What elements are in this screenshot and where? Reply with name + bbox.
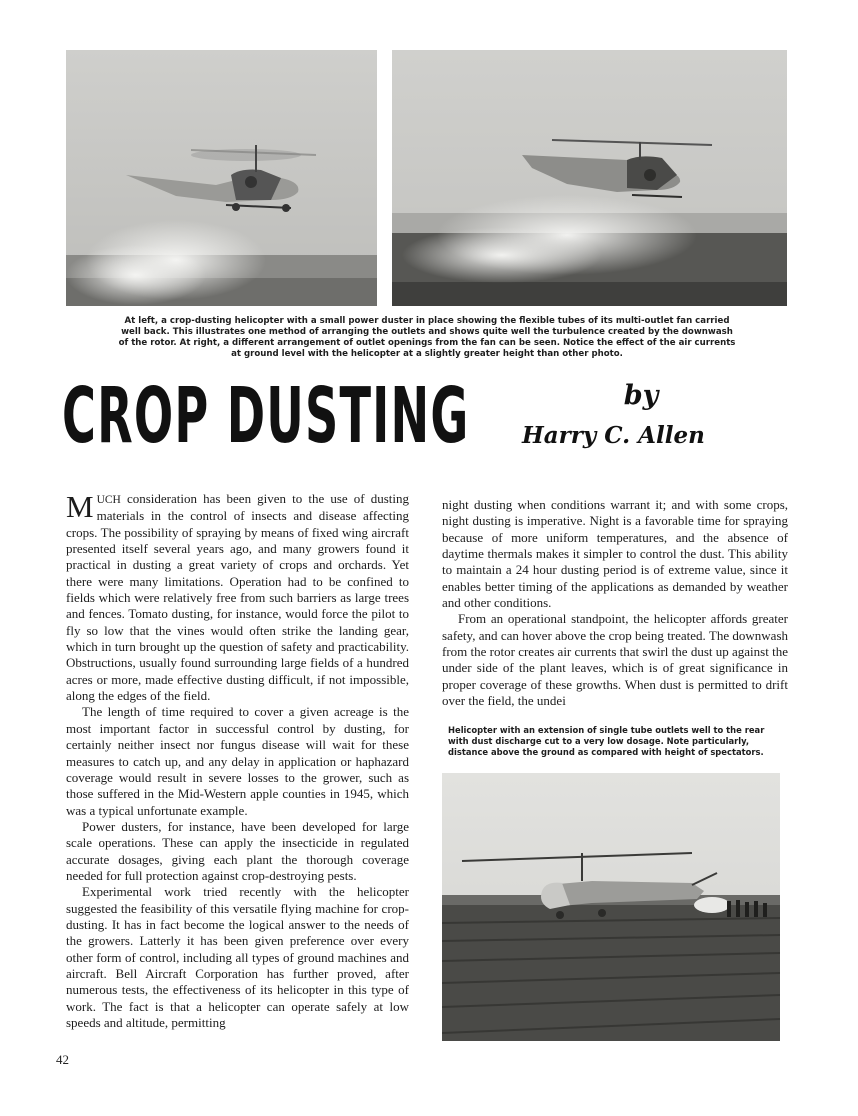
helicopter-photo-right-graphic xyxy=(392,50,787,306)
article-paragraph: From an operational standpoint, the helicopter affords greater safety, and can hover above the crop being treated. The downwash from the rotor creates air currents that swirl the dust up against the under side of the plant leaves, which is of great significance in proper coverage of these growths. When dust is permitted to drift over the field, the undei xyxy=(442,611,788,709)
article-column-right xyxy=(442,497,788,709)
article-paragraph xyxy=(66,491,409,704)
article-paragraph: The length of time required to cover a given acreage is the most important factor in successful control by dusting, for certainly neither insect nor fungus disease will wait for these measures to catch up, and any delay in application or haphazard coverage would result in severe losses to the grower, such as those suffered in the Mid-Western apple counties in 1945, which was a typical unfortunate example. xyxy=(66,704,409,818)
photo-helicopter-field-spectators xyxy=(442,773,780,1041)
byline-author: Harry C. Allen xyxy=(522,422,705,449)
photo-caption-side: Helicopter with an extension of single tube outlets well to the rear with dust discharge cut to a very low dosage. Note particularly, distance above the ground as compared with height of spectators. xyxy=(448,725,765,757)
article-title: CROP DUSTING xyxy=(62,372,470,461)
helicopter-photo-bottom-graphic xyxy=(442,773,780,1041)
photo-helicopter-dusting-left xyxy=(66,50,377,306)
small-caps-lead: UCH xyxy=(96,494,121,506)
helicopter-photo-left-graphic xyxy=(66,50,377,306)
article-paragraph: Experimental work tried recently with the helicopter suggested the feasibility of this versatile flying machine for crop-dusting. It has in fact become the logical answer to the needs of the growers. Latterly it has been given preference over every other form of control, including all types of ground machines and aircraft. Bell Aircraft Corporation has further proved, after numerous tests, the effectiveness of its helicopter in this type of work. The fact is that a helicopter can operate safely at low speeds and altitude, permitting xyxy=(66,884,409,1030)
photo-helicopter-dusting-right xyxy=(392,50,787,306)
drop-cap: M xyxy=(66,489,94,524)
article-column-left xyxy=(66,491,409,1031)
paragraph-text: consideration has been given to the use of dusting materials in the control of insects and disease affecting crops. The possibility of spraying by means of fixed wing aircraft presented itself several years ago, and many growers found it practical in dusting a great variety of crops and orchards. Yet there were many limitations. Operation had to be confined to fields which were relatively free from such barriers as large trees and fences. Tomato dusting, for instance, would force the pilot to fly so low that the vines would often strike the landing gear, which in turn brought up the question of safety and practicability. Obstructions, usually found surrounding large fields of a hundred acres or more, made effective dusting difficult, if not impossible, along the edges of the field. xyxy=(66,491,409,704)
page-number: 42 xyxy=(56,1052,69,1067)
article-paragraph: Power dusters, for instance, have been developed for large scale operations. These can apply the insecticide in regulated accurate dosages, giving each plant the thorough coverage needed for full protection against crop-destroying pests. xyxy=(66,818,409,883)
byline-by: by xyxy=(623,380,659,411)
photo-caption-top: At left, a crop-dusting helicopter with a small power duster in place showing the flexible tubes of its multi-outlet fan carried well back. This illustrates one method of arranging the outlets and shows quite well the turbulence created by the downwash of the rotor. At right, a different arrangement of outlet openings from the fan can be seen. Notice the effect of the air currents at ground level with the helicopter at a slightly greater height than other photo. xyxy=(118,316,736,359)
article-paragraph: night dusting when conditions warrant it; and with some crops, night dusting is imperative. Night is a favorable time for spraying because of more uniform temperatures, and the absence of daytime thermals makes it simpler to control the dust. This ability to maintain a 24 hour dusting period is of extreme value, since it enables better timing of the applications as demanded by weather and other conditions. xyxy=(442,497,788,611)
